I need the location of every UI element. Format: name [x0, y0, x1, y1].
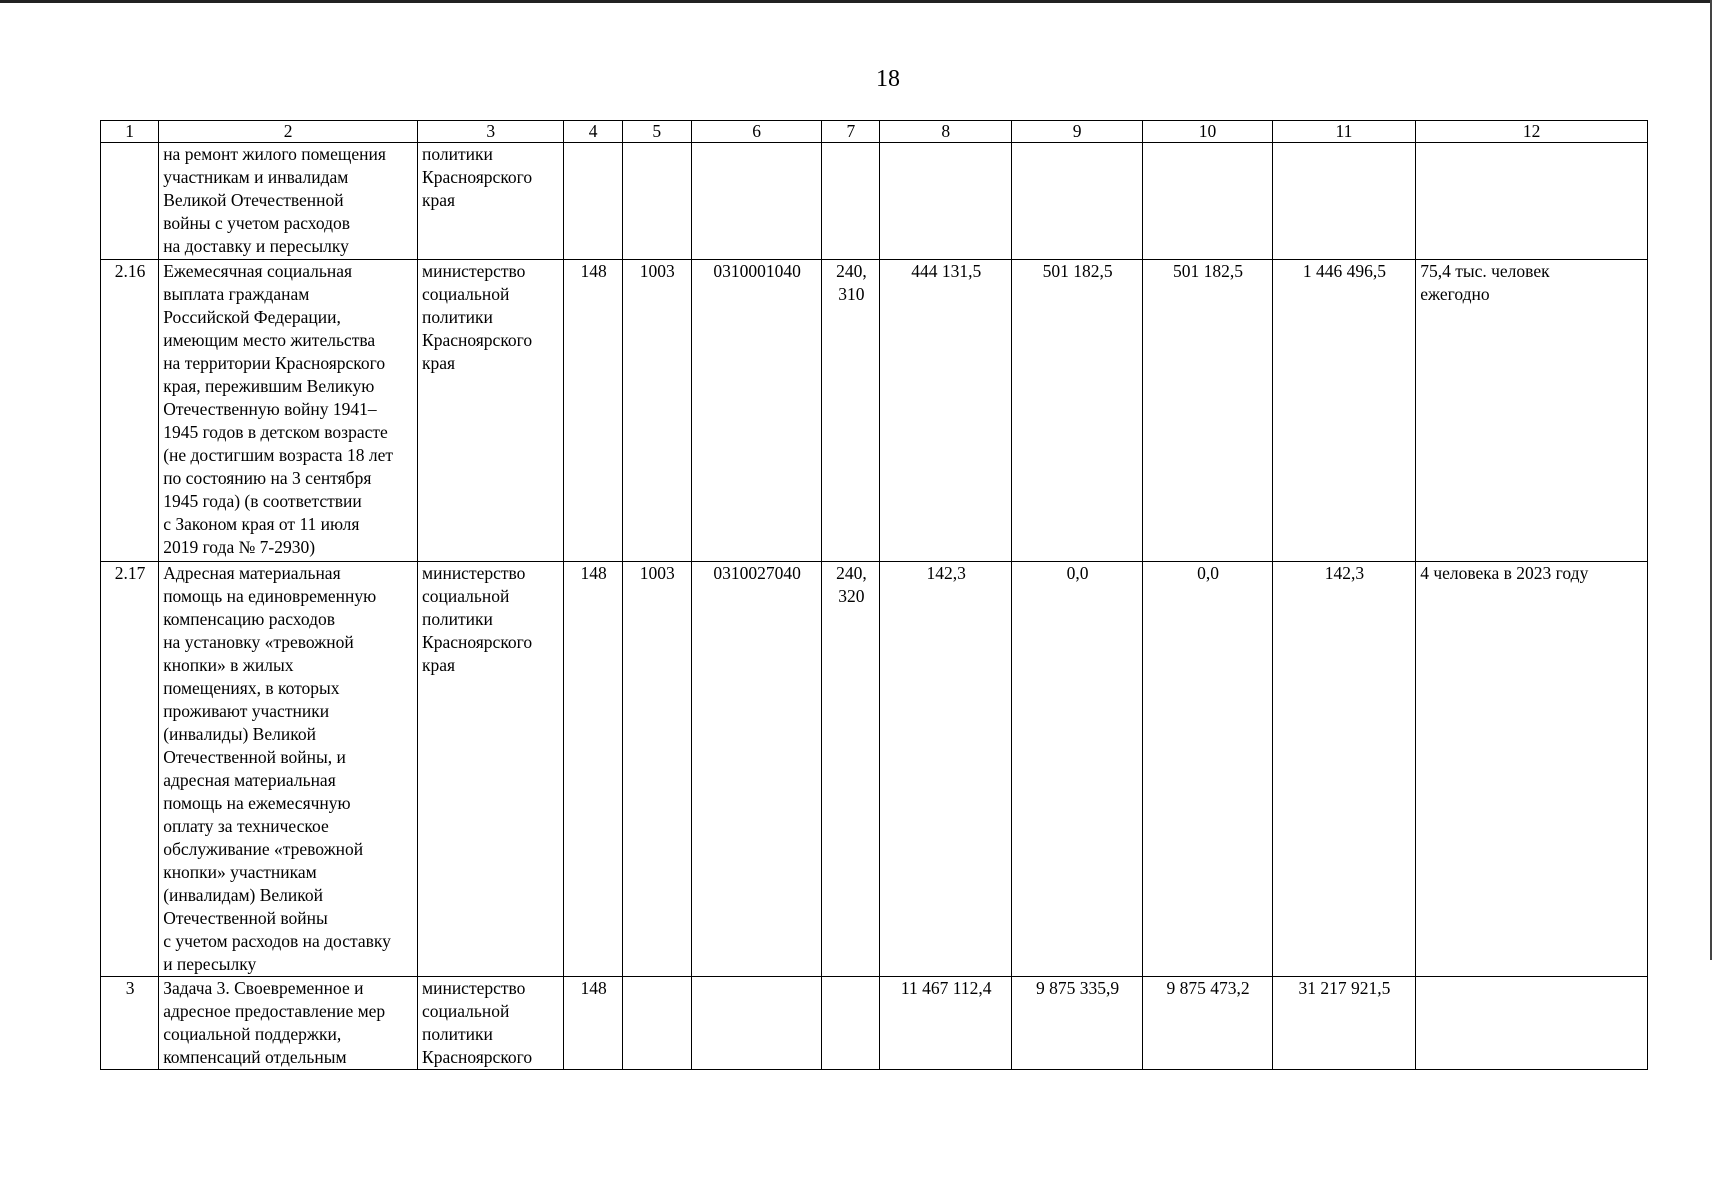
amount-col-11	[1272, 143, 1415, 260]
table-row	[101, 260, 1648, 562]
target-code	[691, 977, 821, 1070]
col-header-9: 9	[1011, 121, 1142, 143]
col-header-5: 5	[622, 121, 691, 143]
amount-col-10: 9 875 473,2	[1143, 977, 1272, 1070]
amount-col-11: 142,3	[1272, 562, 1415, 977]
header-row	[101, 121, 1648, 143]
amount-col-10: 501 182,5	[1143, 260, 1272, 562]
amount-col-9: 9 875 335,9	[1011, 977, 1142, 1070]
row-number: 2.17	[101, 562, 159, 977]
measure-name: Ежемесячная социальная выплата гражданам Российской Федерации, имеющим место жительства на территории Красноярского края, пережившим Великую Отечественную войну 1941– 1945 годов в детском возрасте (не достигшим возраста 18 лет по состоянию на 3 сентября 1945 года) (в соответствии с Законом края от 11 июля 2019 года № 7-2930)	[159, 260, 418, 562]
amount-col-8: 142,3	[880, 562, 1011, 977]
responsible-body: министерство социальной политики Красноярского края	[418, 562, 564, 977]
target-code: 0310001040	[691, 260, 821, 562]
amount-col-11: 1 446 496,5	[1272, 260, 1415, 562]
budget-table	[100, 120, 1648, 1070]
table-row	[101, 562, 1648, 977]
scan-top-edge	[0, 0, 1712, 3]
col-header-6: 6	[691, 121, 821, 143]
row-number	[101, 143, 159, 260]
expense-type: 240, 320	[822, 562, 880, 977]
row-number: 2.16	[101, 260, 159, 562]
amount-col-8: 444 131,5	[880, 260, 1011, 562]
table-row	[101, 977, 1648, 1070]
grbs-code: 148	[564, 260, 622, 562]
expense-type	[822, 977, 880, 1070]
col-header-3: 3	[418, 121, 564, 143]
col-header-4: 4	[564, 121, 622, 143]
expense-type: 240, 310	[822, 260, 880, 562]
measure-name: Адресная материальная помощь на единовременную компенсацию расходов на установку «тревожной кнопки» в жилых помещениях, в которых проживают участники (инвалиды) Великой Отечественной войны, и адресная материальная помощь на ежемесячную оплату за техническое обслуживание «тревожной кнопки» участникам (инвалидам) Великой Отечественной войны с учетом расходов на доставку и пересылку	[159, 562, 418, 977]
col-header-8: 8	[880, 121, 1011, 143]
expected-result	[1416, 143, 1648, 260]
measure-name: на ремонт жилого помещения участникам и инвалидам Великой Отечественной войны с учетом расходов на доставку и пересылку	[159, 143, 418, 260]
col-header-10: 10	[1143, 121, 1272, 143]
col-header-1: 1	[101, 121, 159, 143]
target-code	[691, 143, 821, 260]
page-number: 18	[876, 66, 900, 92]
expected-result: 4 человека в 2023 году	[1416, 562, 1648, 977]
grbs-code: 148	[564, 977, 622, 1070]
expected-result: 75,4 тыс. человек ежегодно	[1416, 260, 1648, 562]
amount-col-10: 0,0	[1143, 562, 1272, 977]
expense-type	[822, 143, 880, 260]
col-header-2: 2	[159, 121, 418, 143]
measure-name: Задача 3. Своевременное и адресное предоставление мер социальной поддержки, компенсаций отдельным	[159, 977, 418, 1070]
responsible-body: политики Красноярского края	[418, 143, 564, 260]
amount-col-9: 501 182,5	[1011, 260, 1142, 562]
amount-col-8	[880, 143, 1011, 260]
section-code	[622, 977, 691, 1070]
grbs-code	[564, 143, 622, 260]
amount-col-9	[1011, 143, 1142, 260]
col-header-12: 12	[1416, 121, 1648, 143]
responsible-body: министерство социальной политики Красноярского	[418, 977, 564, 1070]
amount-col-8: 11 467 112,4	[880, 977, 1011, 1070]
row-number: 3	[101, 977, 159, 1070]
section-code	[622, 143, 691, 260]
responsible-body: министерство социальной политики Красноярского края	[418, 260, 564, 562]
grbs-code: 148	[564, 562, 622, 977]
section-code: 1003	[622, 260, 691, 562]
expected-result	[1416, 977, 1648, 1070]
section-code: 1003	[622, 562, 691, 977]
col-header-7: 7	[822, 121, 880, 143]
amount-col-10	[1143, 143, 1272, 260]
table-row	[101, 143, 1648, 260]
col-header-11: 11	[1272, 121, 1415, 143]
amount-col-9: 0,0	[1011, 562, 1142, 977]
target-code: 0310027040	[691, 562, 821, 977]
amount-col-11: 31 217 921,5	[1272, 977, 1415, 1070]
